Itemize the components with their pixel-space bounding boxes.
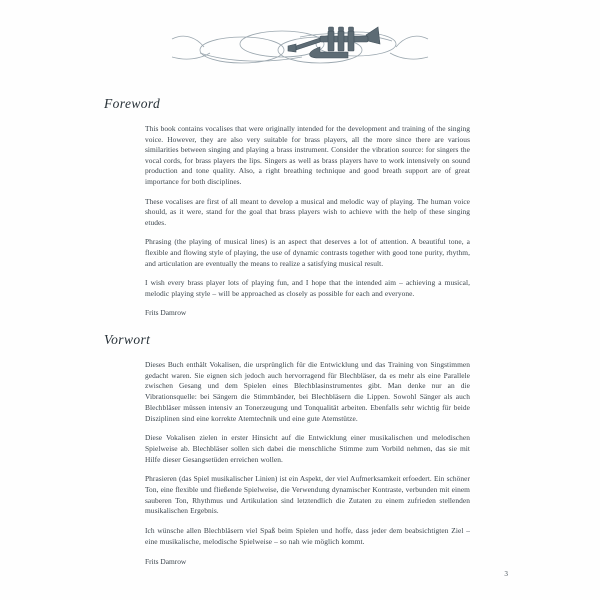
foreword-paragraph-1: This book contains vocalises that were originally intended for the development and training of the singing voice. However, they are also very suitable for brass players, all the more since there are various similarities between singing and playing a brass instrument. Consider the vibration source: for singers the vocal cords, for brass players the lips. Singers as well as brass players have to work intensively on sound production and tone quality. Also, a right breathing technique and good breath support are of great importance for both disciplines. [145, 124, 470, 186]
foreword-signature: Frits Damrow [145, 308, 187, 318]
vorwort-section [0, 332, 600, 567]
trumpet-ornament-icon [0, 14, 600, 80]
foreword-paragraph-3: Phrasing (the playing of musical lines) is an aspect that deserves a lot of attention. A beautiful tone, a flexible and flowing style of playing, the use of dynamic contrasts together with good tone purity, rhythm, and articulation are eventually the means to realize a satisfying musical result. [145, 237, 470, 268]
foreword-section [0, 96, 600, 319]
vorwort-paragraph-1: Dieses Buch enthält Vokalisen, die ursprünglich für die Entwicklung und das Training von Singstimmen gedacht waren. Sie eignen sich jedoch auch hervorragend für Blechbläser, da es mehr als eine Parallele zwischen Gesang und dem Spielen eines Blechblasinstrumentes gibt. Man denke nur an die Vibrationsquelle: bei Sängern die Stimmbänder, bei Blechbläsern die Lippen. Sowohl Sänger als auch Blechbläser müssen intensiv an Tonerzeugung und Tonqualität arbeiten. Ebenfalls sehr wichtig für beide Disziplinen sind eine korrekte Atemtechnik und eine gute Atemstütze. [145, 360, 470, 423]
vorwort-paragraph-3: Phrasieren (das Spiel musikalischer Linien) ist ein Aspekt, der viel Aufmerksamkeit erfoedert. Ein schöner Ton, eine flexible und fließende Spielweise, die Verwendung dynamischer Kontraste, verbunden mit einem sauberen Ton, Rhythmus und Artikulation sind letztendlich die Zutaten zu einem zufrieden stellenden musikalischen Ergebnis. [145, 474, 470, 516]
foreword-body [0, 124, 600, 319]
foreword-paragraph-4: I wish every brass player lots of playing fun, and I hope that the intended aim – achieving a musical, melodic playing style – will be approached as closely as possible for each and everyone. [145, 278, 470, 298]
vorwort-body [0, 360, 600, 567]
vorwort-paragraph-4: Ich wünsche allen Blechbläsern viel Spaß beim Spielen und hoffe, dass jeder dem beabsichtigten Ziel – eine musikalische, melodische Spielweise – so nah wie möglich kommt. [145, 526, 470, 546]
foreword-heading: Foreword [104, 96, 161, 111]
vorwort-signature: Frits Damrow [145, 556, 187, 566]
page-number: 3 [504, 570, 508, 578]
vorwort-heading: Vorwort [104, 332, 151, 347]
vorwort-paragraph-2: Diese Vokalisen zielen in erster Hinsicht auf die Entwicklung einer musikalischen und melodischen Spielweise ab. Blechbläser sollen sich dabei die menschliche Stimme zum Vorbild nehmen, das sie mit Hilfe dieser Gesangsetüden erreichen wollen. [145, 433, 470, 464]
foreword-paragraph-2: These vocalises are first of all meant to develop a musical and melodic way of playing. The human voice should, as it were, stand for the goal that brass players wish to achieve with the help of these singing etudes. [145, 196, 470, 227]
